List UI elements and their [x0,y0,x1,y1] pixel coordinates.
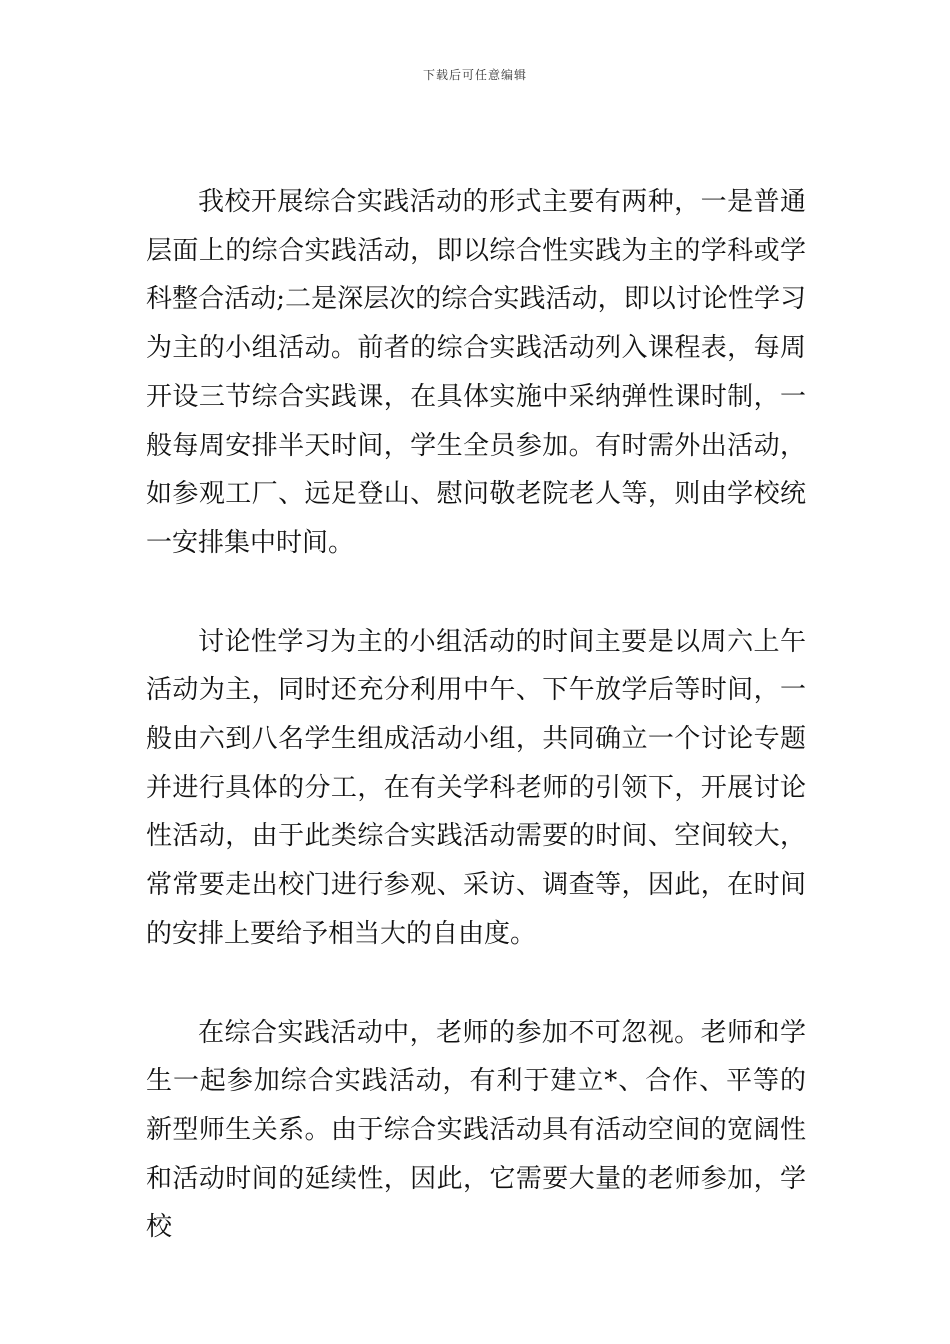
document-body [146,178,806,1302]
paragraph-1: 我校开展综合实践活动的形式主要有两种，一是普通层面上的综合实践活动，即以综合性实践为主的学科或学科整合活动;二是深层次的综合实践活动，即以讨论性学习为主的小组活动。前者的综合实践活动列入课程表，每周开设三节综合实践课，在具体实施中采纳弹性课时制，一般每周安排半天时间，学生全员参加。有时需外出活动，如参观工厂、远足登山、慰问敬老院老人等，则由学校统一安排集中时间。 [146,187,806,558]
header-note: 下载后可任意编辑 [422,68,527,82]
paragraph-3: 在综合实践活动中，老师的参加不可忽视。老师和学生一起参加综合实践活动，有利于建立*、合作、平等的新型师生关系。由于综合实践活动具有活动空间的宽阔性和活动时间的延续性，因此，它需要大量的老师参加，学校 [146,1017,806,1243]
paragraph-2: 讨论性学习为主的小组活动的时间主要是以周六上午活动为主，同时还充分利用中午、下午放学后等时间，一般由六到八名学生组成活动小组，共同确立一个讨论专题并进行具体的分工，在有关学科老师的引领下，开展讨论性活动，由于此类综合实践活动需要的时间、空间较大，常常要走出校门进行参观、采访、调查等，因此，在时间的安排上要给予相当大的自由度。 [146,626,806,949]
